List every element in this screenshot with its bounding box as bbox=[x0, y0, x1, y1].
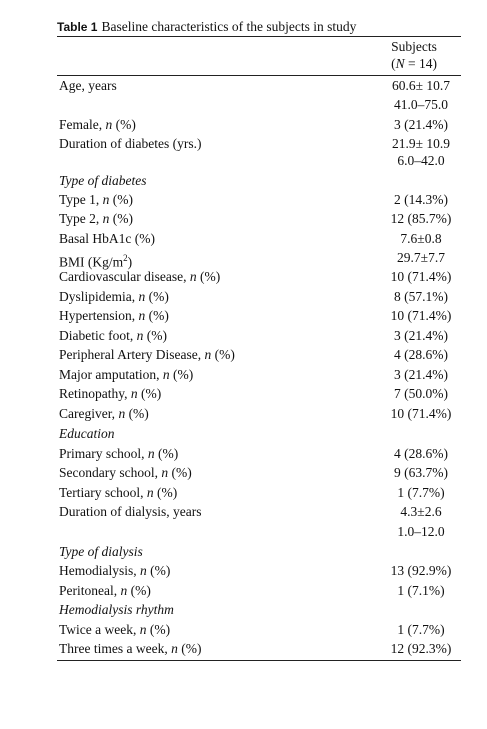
table-label: Table 1 bbox=[57, 20, 98, 34]
row-label-amputation: Major amputation, n (%) bbox=[59, 367, 194, 382]
bottom-rule bbox=[57, 660, 461, 661]
row-value-three-times-week: 12 (92.3%) bbox=[390, 641, 452, 656]
row-label-diabetic-foot: Diabetic foot, n (%) bbox=[59, 328, 167, 343]
row-value-cardiovascular: 10 (71.4%) bbox=[390, 269, 452, 284]
row-label-three-times-week: Three times a week, n (%) bbox=[59, 641, 202, 656]
row-label-type1: Type 1, n (%) bbox=[59, 192, 134, 207]
row-value-diabetes-duration: 21.9± 10.9 bbox=[391, 136, 451, 151]
row-label-diabetes-duration: Duration of diabetes (yrs.) bbox=[59, 136, 202, 151]
row-label-female: Female, n (%) bbox=[59, 117, 136, 132]
row-value-twice-week: 1 (7.7%) bbox=[397, 622, 445, 637]
column-header-subjects: Subjects bbox=[391, 39, 437, 54]
row-label-pad: Peripheral Artery Disease, n (%) bbox=[59, 347, 235, 362]
row-label-dyslipidemia: Dyslipidemia, n (%) bbox=[59, 289, 169, 304]
section-education: Education bbox=[59, 426, 115, 441]
row-label-age: Age, years bbox=[59, 78, 117, 93]
header-rule bbox=[57, 75, 461, 76]
row-value-secondary-school: 9 (63.7%) bbox=[394, 465, 448, 480]
row-label-retinopathy: Retinopathy, n (%) bbox=[59, 386, 162, 401]
row-value-hba1c: 7.6±0.8 bbox=[400, 231, 442, 246]
row-value-retinopathy: 7 (50.0%) bbox=[394, 386, 448, 401]
table-caption-text: Baseline characteristics of the subjects in study bbox=[101, 19, 357, 34]
row-value-dialysis-duration: 4.3±2.6 bbox=[400, 504, 442, 519]
row-label-type2: Type 2, n (%) bbox=[59, 211, 134, 226]
row-value-caregiver: 10 (71.4%) bbox=[390, 406, 452, 421]
top-rule bbox=[57, 36, 461, 37]
row-value-bmi: 29.7±7.7 bbox=[397, 250, 445, 265]
row-value-age-range: 41.0–75.0 bbox=[394, 97, 448, 112]
row-value-tertiary-school: 1 (7.7%) bbox=[397, 485, 445, 500]
row-value-age: 60.6± 10.7 bbox=[391, 78, 451, 93]
row-label-hemodialysis: Hemodialysis, n (%) bbox=[59, 563, 171, 578]
row-label-hypertension: Hypertension, n (%) bbox=[59, 308, 169, 323]
row-value-hemodialysis: 13 (92.9%) bbox=[390, 563, 452, 578]
row-label-peritoneal: Peritoneal, n (%) bbox=[59, 583, 151, 598]
row-value-primary-school: 4 (28.6%) bbox=[394, 446, 448, 461]
row-value-diabetes-duration-range: 6.0–42.0 bbox=[397, 153, 445, 168]
row-value-dyslipidemia: 8 (57.1%) bbox=[394, 289, 448, 304]
row-value-hypertension: 10 (71.4%) bbox=[390, 308, 452, 323]
section-type-of-diabetes: Type of diabetes bbox=[59, 173, 147, 188]
column-header-n: (N = 14) bbox=[391, 56, 437, 71]
row-label-primary-school: Primary school, n (%) bbox=[59, 446, 179, 461]
row-label-secondary-school: Secondary school, n (%) bbox=[59, 465, 192, 480]
row-value-type2: 12 (85.7%) bbox=[390, 211, 452, 226]
row-value-pad: 4 (28.6%) bbox=[394, 347, 448, 362]
row-label-tertiary-school: Tertiary school, n (%) bbox=[59, 485, 178, 500]
row-label-hba1c: Basal HbA1c (%) bbox=[59, 231, 155, 246]
row-label-twice-week: Twice a week, n (%) bbox=[59, 622, 171, 637]
row-value-peritoneal: 1 (7.1%) bbox=[397, 583, 445, 598]
table-caption bbox=[57, 19, 356, 35]
row-label-cardiovascular: Cardiovascular disease, n (%) bbox=[59, 269, 221, 284]
row-value-diabetic-foot: 3 (21.4%) bbox=[394, 328, 448, 343]
row-value-female: 3 (21.4%) bbox=[394, 117, 448, 132]
row-label-bmi: BMI $(Kg/m^2)$ bbox=[59, 253, 133, 270]
row-label-dialysis-duration: Duration of dialysis, years bbox=[59, 504, 202, 519]
row-value-amputation: 3 (21.4%) bbox=[394, 367, 448, 382]
row-value-dialysis-duration-range: 1.0–12.0 bbox=[397, 524, 445, 539]
row-value-type1: 2 (14.3%) bbox=[394, 192, 448, 207]
row-label-caregiver: Caregiver, n (%) bbox=[59, 406, 149, 421]
section-hemodialysis-rhythm: Hemodialysis rhythm bbox=[59, 602, 174, 617]
section-type-of-dialysis: Type of dialysis bbox=[59, 544, 143, 559]
